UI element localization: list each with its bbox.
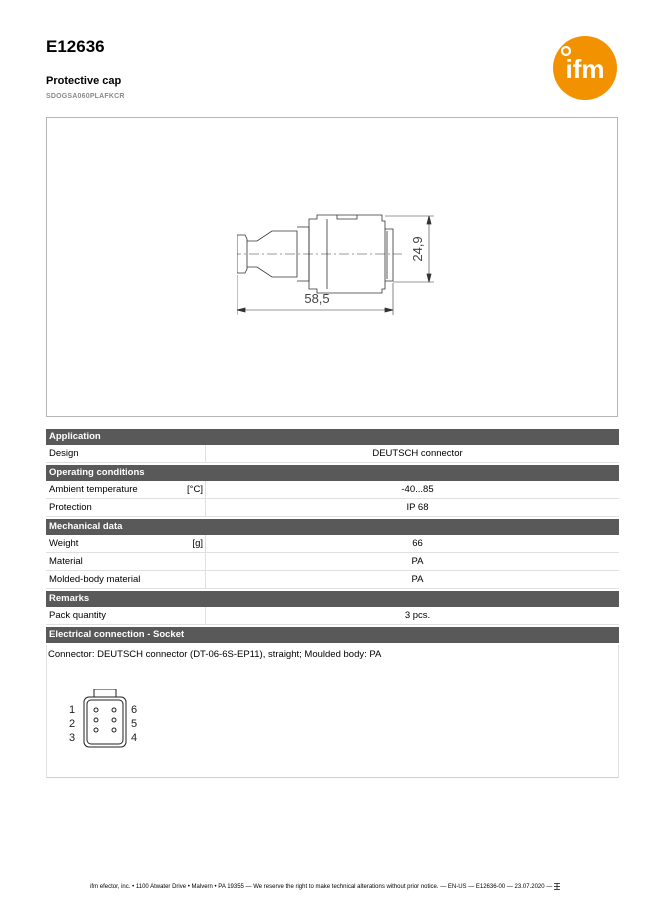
spec-row-pack-quantity — [46, 607, 619, 625]
product-code: E12636 — [46, 37, 105, 56]
article-code: SDOGSA060PLAFKCR — [46, 93, 125, 100]
pin-label: 3 — [69, 732, 76, 744]
spec-unit: [g] — [192, 538, 203, 549]
dimension-drawing — [237, 213, 487, 323]
length-dimension: 58,5 — [304, 291, 330, 306]
footer-text: ifm efector, inc. • 1100 Atwater Drive • Malvern • PA 19355 — We reserve the right to make technical alterations without prior notice. — EN-US — E12636-00 — 23.07.2020 — — [90, 884, 553, 891]
ifm-logo — [552, 35, 618, 101]
section-electrical-connection: Electrical connection - Socket — [46, 627, 619, 643]
spec-value: PA — [411, 556, 424, 567]
spec-value: IP 68 — [406, 502, 429, 513]
section-mechanical-data: Mechanical data — [46, 519, 619, 535]
spec-value: -40...85 — [401, 484, 434, 495]
section-operating-conditions: Operating conditions — [46, 465, 619, 481]
spec-value: 66 — [412, 538, 423, 549]
spec-label: Ambient temperature — [49, 484, 138, 495]
spec-row-molded-body-material — [46, 571, 619, 589]
spec-unit: [°C] — [187, 484, 203, 495]
spec-label: Molded-body material — [49, 574, 141, 585]
spec-label: Weight — [49, 538, 79, 549]
specifications — [46, 429, 619, 643]
spec-value: DEUTSCH connector — [372, 448, 463, 459]
spec-row-weight — [46, 535, 619, 553]
pin-label: 5 — [131, 718, 138, 730]
logo-text: ifm — [565, 54, 605, 84]
spec-label: Design — [49, 448, 79, 459]
electrical-connection-panel — [46, 645, 619, 778]
product-name: Protective cap — [46, 75, 122, 87]
spec-row-material — [46, 553, 619, 571]
page-footer — [0, 883, 650, 890]
spec-label: Material — [49, 556, 83, 567]
connector-description: Connector: DEUTSCH connector (DT-06-6S-EP11), straight; Moulded body: PA — [48, 649, 382, 660]
spec-value: PA — [411, 574, 424, 585]
pin-label: 6 — [131, 704, 138, 716]
spec-label: Pack quantity — [49, 610, 107, 621]
diameter-dimension: 24,9 — [410, 236, 425, 262]
pin-label: 2 — [69, 718, 76, 730]
spec-row-ambient-temperature — [46, 481, 619, 499]
pin-label: 4 — [131, 732, 138, 744]
dimension-drawing-frame — [46, 117, 618, 417]
spec-row-protection — [46, 499, 619, 517]
spec-value: 3 pcs. — [404, 610, 431, 621]
page-marker-icon — [554, 883, 560, 890]
section-application: Application — [46, 429, 619, 445]
socket-pinout-diagram — [63, 689, 143, 749]
spec-row-design — [46, 445, 619, 463]
pin-label: 1 — [69, 704, 76, 716]
spec-label: Protection — [49, 502, 92, 513]
section-remarks: Remarks — [46, 591, 619, 607]
